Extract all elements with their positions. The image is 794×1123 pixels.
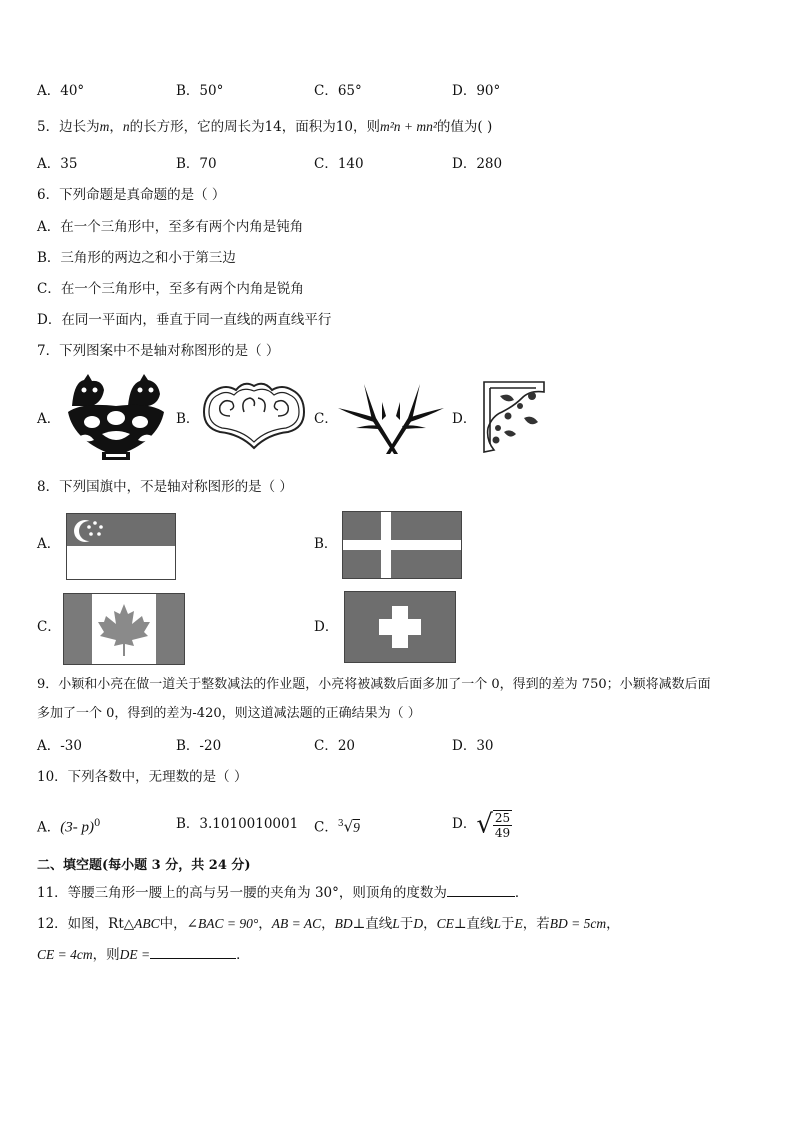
papercut-cats-figure bbox=[62, 372, 170, 462]
q12-angle: ∠BAC = 90° bbox=[186, 916, 259, 931]
q5-option-b: B．70 bbox=[176, 156, 217, 172]
q8-option-a-label: A． bbox=[37, 536, 61, 552]
q10-option-d-denominator: 49 bbox=[494, 825, 511, 840]
q12-line1-a: 12．如图，Rt△ bbox=[37, 916, 135, 932]
q10-option-c-root-index: 3 bbox=[337, 819, 344, 829]
q10-option-c-label: C． bbox=[314, 819, 338, 836]
section2-title: 二、填空题(每小题 3 分，共 24 分) bbox=[37, 858, 251, 873]
q8-option-c-label: C． bbox=[37, 619, 61, 635]
q5-option-c: C．140 bbox=[314, 156, 364, 172]
q6-option-b: B．三角形的两边之和小于第三边 bbox=[37, 250, 236, 266]
q8-option-d-label: D． bbox=[314, 619, 339, 635]
q6-option-a: A．在一个三角形中，至多有两个内角是钝角 bbox=[37, 219, 304, 235]
q9-option-d: D．30 bbox=[452, 738, 494, 754]
q5-stem bbox=[37, 118, 492, 136]
q5-var-m: m bbox=[99, 119, 110, 134]
q4-option-d: D．90° bbox=[452, 83, 501, 99]
q9-stem-line1: 9．小颖和小亮在做一道关于整数减法的作业题，小亮将被减数后面多加了一个 0，得到的差为 750；小颖将减数后面 bbox=[37, 677, 711, 692]
q12-perp1: ⊥直线 bbox=[352, 916, 393, 932]
flag-horizontal-cross-bar bbox=[343, 540, 461, 550]
q6-option-c: C．在一个三角形中，至多有两个内角是锐角 bbox=[37, 281, 304, 297]
q10-option-a-label: A． bbox=[37, 819, 61, 836]
q12-point-d: D bbox=[413, 916, 424, 931]
q5-then-text: ，则 bbox=[352, 119, 380, 135]
q5-var-n: n bbox=[122, 119, 130, 134]
q4-option-c: C．65° bbox=[314, 83, 362, 99]
flag-cross-horizontal bbox=[379, 619, 421, 635]
q11-stem bbox=[37, 884, 528, 902]
q9-option-c: C．20 bbox=[314, 738, 356, 754]
q12-line-l2: L bbox=[493, 916, 502, 931]
denmark-flag bbox=[342, 511, 462, 579]
q12-c4: ， bbox=[606, 916, 620, 932]
q10-option-c-radicand: 9 bbox=[353, 819, 360, 835]
q12-end: ． bbox=[236, 947, 250, 963]
q12-c2: ， bbox=[321, 916, 335, 932]
q10-option-d-label: D． bbox=[452, 816, 477, 832]
q10-stem: 10．下列各数中，无理数的是（ ） bbox=[37, 769, 248, 785]
q11-answer-blank bbox=[447, 884, 515, 897]
canada-flag bbox=[63, 593, 185, 665]
q10-option-a-expression: (3- p) bbox=[60, 819, 94, 836]
crescent-stars-icon bbox=[73, 517, 107, 545]
q7-option-d-label: D． bbox=[452, 411, 477, 427]
q11-end: ． bbox=[514, 885, 529, 901]
q12-abc: ABC bbox=[134, 916, 160, 931]
q10-option-c bbox=[314, 815, 360, 837]
q12-ab-ac: AB = AC bbox=[271, 916, 322, 931]
q12-at2: 于 bbox=[501, 916, 515, 932]
q8-stem: 8．下列国旗中，不是轴对称图形的是（ ） bbox=[37, 479, 293, 495]
q4-option-b: B．50° bbox=[176, 83, 224, 99]
q12-ce-length: CE = 4cm bbox=[37, 947, 93, 962]
q12-then: ，则 bbox=[92, 947, 120, 963]
q10-option-a-exponent: 0 bbox=[94, 818, 101, 829]
q5-stem-pre: 5．边长为 bbox=[37, 119, 100, 135]
q8-option-b-label: B． bbox=[314, 536, 338, 552]
q12-point-e: E bbox=[514, 916, 523, 931]
corner-ornament-figure bbox=[480, 376, 548, 458]
q9-option-a: A．-30 bbox=[37, 738, 82, 754]
q10-option-b: B．3.1010010001 bbox=[176, 816, 299, 832]
q12-de: DE = bbox=[119, 947, 151, 962]
q9-option-b: B．-20 bbox=[176, 738, 222, 754]
q12-bd-length: BD = 5cm bbox=[549, 916, 607, 931]
cloud-pattern-figure bbox=[200, 376, 308, 454]
q7-stem: 7．下列图案中不是轴对称图形的是（ ） bbox=[37, 343, 280, 359]
q12-c3: ， bbox=[423, 916, 437, 932]
q5-option-a: A．35 bbox=[37, 156, 78, 172]
switzerland-flag bbox=[344, 591, 456, 663]
q6-option-d: D．在同一平面内，垂直于同一直线的两直线平行 bbox=[37, 312, 332, 328]
q9-stem-line2: 多加了一个 0，得到的差为-420，则这道减法题的正确结果为（ ） bbox=[37, 706, 421, 721]
q10-option-d-numerator: 25 bbox=[494, 810, 511, 825]
q7-option-a-label: A． bbox=[37, 411, 61, 427]
q5-sep: ， bbox=[109, 119, 123, 135]
q11-stem-text: 11．等腰三角形一腰上的高与另一腰的夹角为 30°，则顶角的度数为 bbox=[37, 885, 447, 901]
q10-option-d bbox=[452, 806, 512, 843]
flag-left-band bbox=[64, 594, 92, 664]
q7-option-c-label: C． bbox=[314, 411, 338, 427]
q7-option-b-label: B． bbox=[176, 411, 200, 427]
q5-stem-mid: 的长方形，它的周长为 bbox=[129, 119, 265, 135]
q10-option-d-fraction bbox=[493, 810, 512, 840]
q12-line-l1: L bbox=[392, 916, 400, 931]
q5-stem-post: 的值为( ) bbox=[436, 119, 493, 135]
q5-area: 10 bbox=[335, 119, 353, 135]
radical-sign-icon: √ bbox=[476, 809, 493, 840]
singapore-flag bbox=[66, 513, 176, 580]
q12-perp2: ⊥直线 bbox=[453, 916, 494, 932]
q12-stem-line2 bbox=[37, 946, 250, 964]
q12-c1: ， bbox=[258, 916, 272, 932]
q5-area-text: ，面积为 bbox=[281, 119, 336, 135]
radical-sign-icon: √ bbox=[343, 817, 354, 836]
q5-perimeter: 14 bbox=[264, 119, 282, 135]
q12-ce: CE bbox=[436, 916, 454, 931]
q12-bd: BD bbox=[334, 916, 353, 931]
q5-expression: m²n + mn² bbox=[379, 119, 437, 134]
q12-stem-line1 bbox=[37, 915, 620, 933]
q6-stem: 6．下列命题是真命题的是（ ） bbox=[37, 187, 226, 203]
q12-answer-blank bbox=[150, 946, 236, 959]
q12-if: ，若 bbox=[522, 916, 550, 932]
maple-leaf-icon bbox=[98, 602, 150, 658]
q12-at1: 于 bbox=[399, 916, 414, 932]
q4-option-a: A．40° bbox=[37, 83, 85, 99]
crossed-blades-figure bbox=[336, 382, 446, 456]
q5-option-d: D．280 bbox=[452, 156, 503, 172]
q12-line1-b: 中， bbox=[159, 916, 187, 932]
flag-right-band bbox=[156, 594, 184, 664]
q10-option-a bbox=[37, 815, 100, 837]
